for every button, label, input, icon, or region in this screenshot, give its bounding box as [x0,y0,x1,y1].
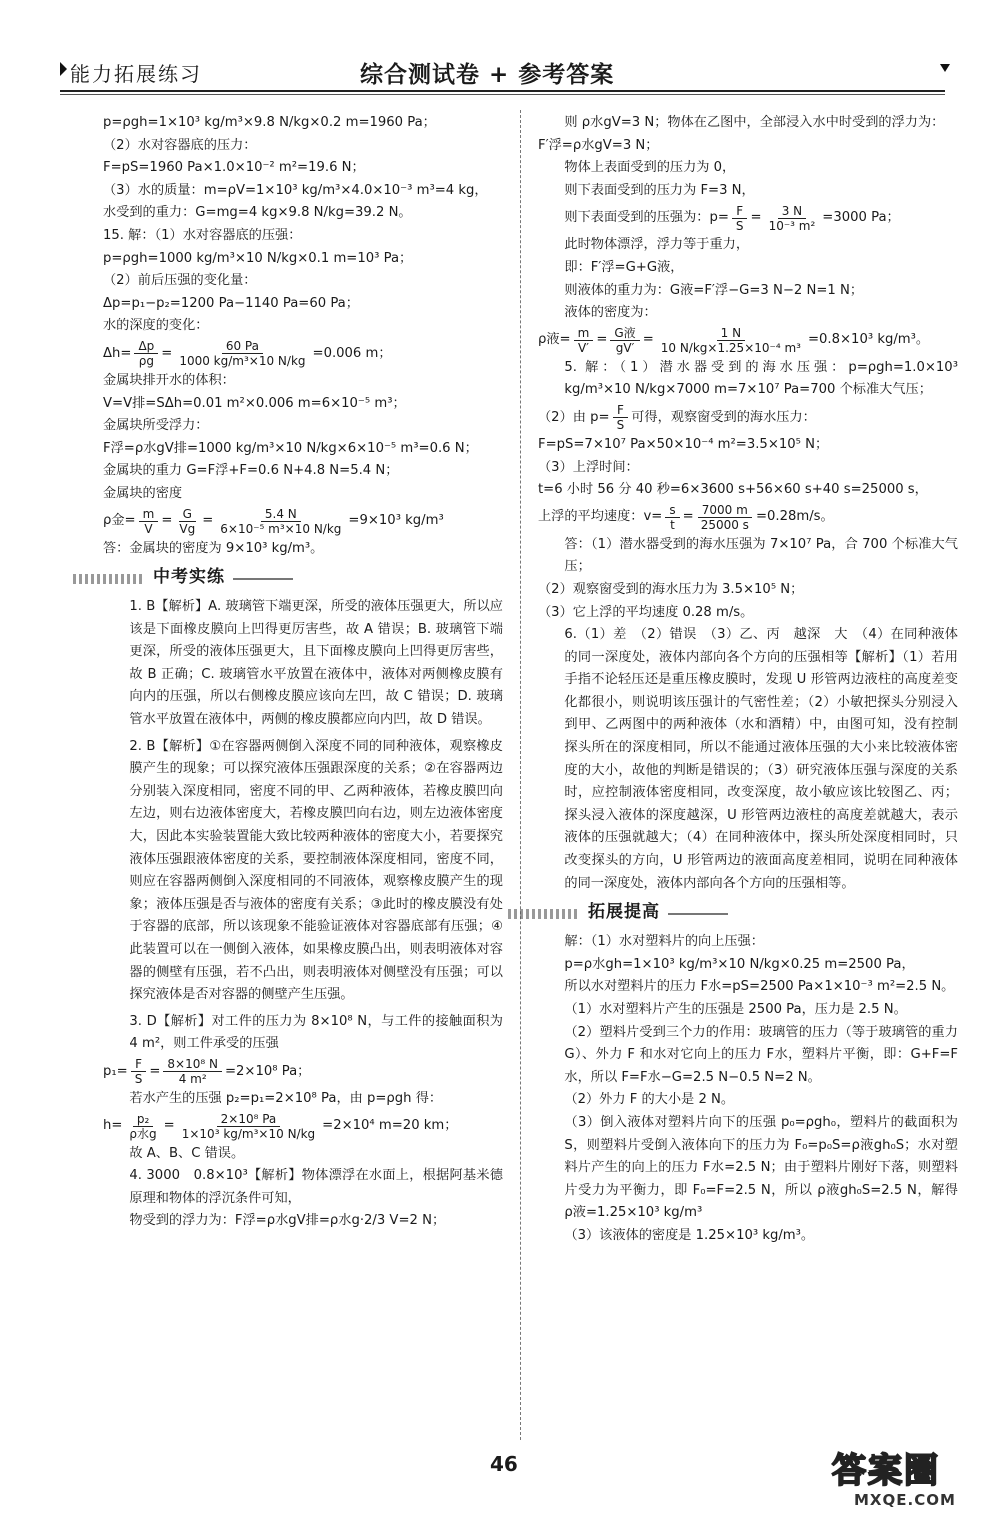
formula-text: = [202,513,214,529]
watermark-url: MXQE.COM [854,1491,956,1509]
fraction [657,326,805,355]
denominator: 10 N/kg×1.25×10⁻⁴ m³ [660,341,801,356]
arrow-icon [60,62,67,76]
text-line: p=ρgh=1×10³ kg/m³×9.8 N/kg×0.2 m=1960 Pa； [103,115,436,130]
denominator: 10⁻³ m² [768,218,816,233]
text-line: 则 ρ水gV=3 N；物体在乙图中，全部浸入水中时受到的浮力为： [564,115,945,130]
text-line: 金属块的重力 G=F浮+F=0.6 N+4.8 N=5.4 N； [103,463,399,479]
text-line: 所以水对塑料片的压力 F水=pS=2500 Pa×1×10⁻³ m²=2.5 N。 [564,979,955,995]
formula-text: ρ液= [538,332,571,348]
text-line: Δp=p₁−p₂=1200 Pa−1140 Pa=60 Pa； [103,295,359,311]
fraction [697,503,753,532]
numerator: 8×10⁸ N [163,1057,222,1072]
section-title: 拓展提高 [588,902,660,923]
text-line: p=ρgh=1000 kg/m³×10 N/kg×0.1 m=10³ Pa； [103,250,413,266]
fraction [131,1057,147,1086]
text-line: 即：F′浮=G+G液， [564,259,684,275]
text-line: t=6 小时 56 分 40 秒=6×3600 s+56×60 s+40 s=25000 s， [538,482,928,498]
question-15-heading: 15. 解：（1）水对容器底的压强： [103,227,302,243]
text-line: （2）水对容器底的压力： [103,137,257,153]
answer-paragraph-5: 5. 解：（1）潜水器受到的海水压强：p=ρgh=1.0×10³ kg/m³×10 N/kg×7000 m=7×10⁷ Pa=700 个标准大气压； [564,359,958,398]
text-line: （3）该液体的密度是 1.25×10³ kg/m³。 [564,1227,815,1243]
numerator: F [613,403,628,418]
answer-paragraph-1: 1. B【解析】A. 玻璃管下端更深，所受的液体压强更大，所以应该是下面橡皮膜向上凹得更厉害些，故 A 错误；B. 玻璃管下端更深，所受的液体压强更大，且下面橡皮膜向上凹得更厉害些，故 B 正确；C. 玻璃管水平放置在液体中，液体对两侧橡皮膜有向内的压强，所以右侧橡皮膜应该向左凹，故 C 错误；D. 玻璃管水平放置在液体中，两侧的橡皮膜都应向内凹，故 D 错误。 [129,599,503,728]
answer-paragraph-3: 3. D【解析】对工件的压力为 8×10⁸ N，与工件的接触面积为 4 m²，则工件承受的压强 [129,1013,503,1052]
decorative-ornament [233,578,293,580]
denominator: S [616,418,625,433]
answer-paragraph-4: 4. 3000 0.8×10³【解析】物体漂浮在水面上，根据阿基米德原理和物体的浮沉条件可知， [129,1168,503,1206]
numerator: m [574,326,594,341]
page-section-title: 综合测试卷 + 参考答案 [360,62,615,88]
formula-text: = [750,210,762,226]
numerator: F [131,1057,146,1072]
formula-text: 则下表面受到的压强为：p= [564,210,729,226]
column-divider [520,110,521,1440]
answer-paragraph-7: （2）塑料片受到三个力的作用：玻璃管的压力（等于玻璃管的重力 G）、外力 F 和水对它向上的压力 F水，塑料片平衡，即：G+F=F水，所以 F=F水−G=2.5 N−0.5 N=2 N。 [564,1024,958,1085]
text-line: 若水产生的压强 p₂=p₁=2×10⁸ Pa，由 p=ρgh 得： [129,1090,443,1106]
text-line: 则液体的重力为：G液=F′浮−G=3 N−2 N=1 N； [564,282,864,298]
formula-text: Δh= [103,345,132,361]
numerator: m [139,507,159,522]
formula-text: = [163,1118,175,1134]
header-rule [60,90,945,92]
denominator: V′ [577,341,589,356]
text-line: （3）它上浮的平均速度 0.28 m/s。 [538,604,754,620]
formula-text: 可得，观察窗受到的海水压力： [631,409,816,425]
denominator: V [144,522,153,536]
text-line: p=ρ水gh=1×10³ kg/m³×10 N/kg×0.25 m=2500 Pa， [564,956,915,972]
corner-mark-icon [940,64,950,72]
text-line: （1）水对塑料片产生的压强是 2500 Pa，压力是 2.5 N。 [564,1002,907,1017]
denominator: 4 m² [178,1072,207,1087]
fraction [610,326,639,355]
denominator: 6×10⁻⁵ m³×10 N/kg [220,522,342,536]
numerator: 60 Pa [222,339,263,354]
formula-text: = [161,345,173,361]
denominator: 1000 kg/m³×10 N/kg [179,354,306,369]
page-header [0,0,1000,90]
formula-liquid-density [538,325,958,357]
fraction [732,204,748,233]
formula-text: p₁= [103,1063,128,1079]
fraction [178,1112,319,1141]
denominator: ρg [138,354,154,369]
formula-pressure [103,1056,503,1088]
numerator: F [732,204,747,219]
fraction [765,204,820,233]
text-line: 水的深度的变化： [103,318,209,334]
decorative-ornament [668,913,728,915]
decorative-ornament [508,909,578,919]
fraction [175,339,309,368]
formula-bottom-pressure [538,202,958,234]
formula-text: = [149,1063,161,1079]
text-line: 物体上表面受到的压力为 0， [564,160,736,176]
formula-text: （2）由 p= [538,409,610,425]
site-watermark-logo [832,1443,977,1515]
denominator: t [670,518,675,533]
header-rule-thin [60,94,945,95]
formula-text: =9×10³ kg/m³ [348,513,444,529]
denominator: S [134,1072,143,1087]
fraction [665,503,679,532]
formula-text: h= [103,1118,123,1134]
denominator: Vg [179,522,196,536]
fraction [134,339,158,368]
formula-text: =3000 Pa； [822,210,900,226]
text-line: （3）上浮时间： [538,459,639,475]
formula-window-force [538,402,958,434]
text-line: 金属块的密度 [103,485,183,501]
formula-text: = [161,513,173,529]
text-line: F′浮=ρ水gV=3 N； [538,137,659,153]
text-line: （3）水的质量：m=ρV=1×10³ kg/m³×4.0×10⁻³ m³=4 kg， [103,182,488,198]
numerator: 2×10⁸ Pa [217,1112,281,1127]
text-line: 金属块所受浮力： [103,418,209,434]
answer-summary: 答：（1）潜水器受到的海水压强为 7×10⁷ Pa，合 700 个标准大气压； [564,536,958,575]
text-line: 则下表面受到的压力为 F=3 N， [564,182,755,198]
text-line: F=pS=7×10⁷ Pa×50×10⁻⁴ m²=3.5×10⁵ N； [538,436,829,452]
numerator: Δp [134,339,158,354]
denominator: ρ水g [129,1127,157,1142]
formula-text: =0.006 m； [312,345,392,361]
fraction [163,1057,222,1086]
text-line: F浮=ρ水gV排=1000 kg/m³×10 N/kg×6×10⁻⁵ m³=0.6 N； [103,440,478,456]
right-column [538,112,958,1248]
formula-text: = [596,332,608,348]
answer-paragraph-8: （3）倒入液体对塑料片向下的压强 p₀=ρgh₀，塑料片的截面积为 S，则塑料片受倒入液体向下的压力为 F₀=p₀S=ρ液gh₀S；水对塑料片产生的向上的压力 F水=2.5 N；由于塑料片刚好下落，则塑料片受力为平衡力，即 F₀=F=2.5 N，所以 ρ液gh₀S=2.5 N，解得 ρ液=1.25×10³ kg/m³ [564,1114,958,1221]
fraction [216,507,345,536]
formula-depth [103,1111,503,1143]
formula-text: =2×10⁴ m=20 km； [322,1118,458,1134]
text-line: 解：（1）水对塑料片的向上压强： [564,934,764,950]
watermark-text: 答案圈 [832,1451,940,1491]
denominator: S [735,218,744,233]
formula-text: = [642,332,654,348]
numerator: G [179,507,196,522]
denominator: 1×10³ kg/m³×10 N/kg [181,1127,316,1142]
fraction [574,326,594,355]
text-line: （2）前后压强的变化量： [103,273,257,289]
formula-text: 上浮的平均速度：v= [538,509,663,525]
page-number: 46 [490,1452,518,1476]
text-line: 水受到的重力：G=mg=4 kg×9.8 N/kg=39.2 N。 [103,205,412,221]
text-line: 液体的密度为： [564,305,657,321]
numerator: 7000 m [698,503,752,518]
formula-depth-change [103,338,503,370]
decorative-ornament [73,574,143,584]
fraction [175,507,199,536]
denominator: 25000 s [700,518,749,533]
text-line: V=V排=SΔh=0.01 m²×0.006 m=6×10⁻⁵ m³； [103,395,406,411]
text-line: （2）观察窗受到的海水压力为 3.5×10⁵ N； [538,581,804,597]
numerator: 3 N [778,204,806,219]
answer-line: 答：金属块的密度为 9×10³ kg/m³。 [103,540,324,556]
answer-paragraph-6: 6.（1）差 （2）错误 （3）乙、丙 越深 大 （4）在同种液体的同一深度处，液体内部向各个方向的压强相等【解析】（1）若用手指不论轻压还是重压橡皮膜时，发现 U 形管两边液柱的高度差变化都很小，则说明该压强计的气密性差；（2）小敏把探头分别浸入到甲、乙两图中的两种液体（水和酒精）中，由图可知，没有控制探头所在的深度相同，所以不能通过液体压强的大小来比较液体密度的大小，故他的判断是错误的；（3）研究液体压强与深度的关系时，应控制液体密度相同，改变深度，故小敏应该比较图乙、丙；探头浸入液体的深度越深，U 形管两边液柱的高度差就越大，表示液体的压强就越大；（4）在同种液体中，探头所处深度相同时，只改变探头的方向，U 形管两边的液面高度差相同，说明在同种液体的同一深度处，液体内部向各个方向的压强相等。 [564,627,958,891]
answer-paragraph-2: 2. B【解析】①在容器两侧倒入深度不同的同种液体，观察橡皮膜产生的现象；可以探究液体压强跟深度的关系；②在容器两边分别装入深度相同，密度不同的甲、乙两种液体，若橡皮膜凹向左边，则右边液体密度大，若橡皮膜凹向右边，则左边液体密度大，因此本实验装置能大致比较两种液体的密度大小，若要探究液体压强跟液体密度的关系，要控制液体深度相同，密度不同，则应在容器两侧倒入深度相同的不同液体，观察橡皮膜产生的现象；液体压强是否与液体的密度有关系；③此时的橡皮膜没有处于容器的底部，所以该现象不能验证液体对容器底部有压强；④此装置可以在一侧倒入液体，如果橡皮膜凸出，则表明液体对容器的侧壁有压强，若不凸出，则表明液体对侧壁没有压强；可以探究液体是否对容器的侧壁产生压强。 [129,738,503,1003]
formula-text: ρ金= [103,513,136,529]
text-line: （2）外力 F 的大小是 2 N。 [564,1092,735,1108]
numerator: 5.4 N [261,507,301,522]
text-line: 此时物体漂浮，浮力等于重力， [564,237,750,253]
denominator: gV′ [615,341,635,356]
left-column [103,112,503,1233]
fraction [125,1112,160,1141]
formula-text: =2×10⁸ Pa； [224,1063,311,1079]
numerator: s [665,503,679,518]
numerator: 1 N [717,326,745,341]
text-line: 故 A、B、C 错误。 [129,1145,245,1161]
formula-speed [538,502,958,534]
formula-density [103,506,503,538]
section-title: 中考实练 [153,567,225,588]
fraction [613,403,629,432]
formula-text: = [682,509,694,525]
numerator: G液 [610,326,639,341]
text-line: 物受到的浮力为：F浮=ρ水gV排=ρ水g·2/3 V=2 N； [129,1213,446,1229]
fraction [139,507,159,536]
numerator: p₂ [133,1112,153,1127]
text-line: 金属块排开水的体积： [103,372,235,388]
section-heading-tuozhan [538,899,958,929]
book-series-title: 能力拓展练习 [70,62,202,86]
formula-text: =0.8×10³ kg/m³。 [807,332,930,348]
text-line: F=pS=1960 Pa×1.0×10⁻² m²=19.6 N； [103,160,365,176]
formula-text: =0.28m/s。 [755,509,834,525]
section-heading-zhongkao [103,564,503,594]
